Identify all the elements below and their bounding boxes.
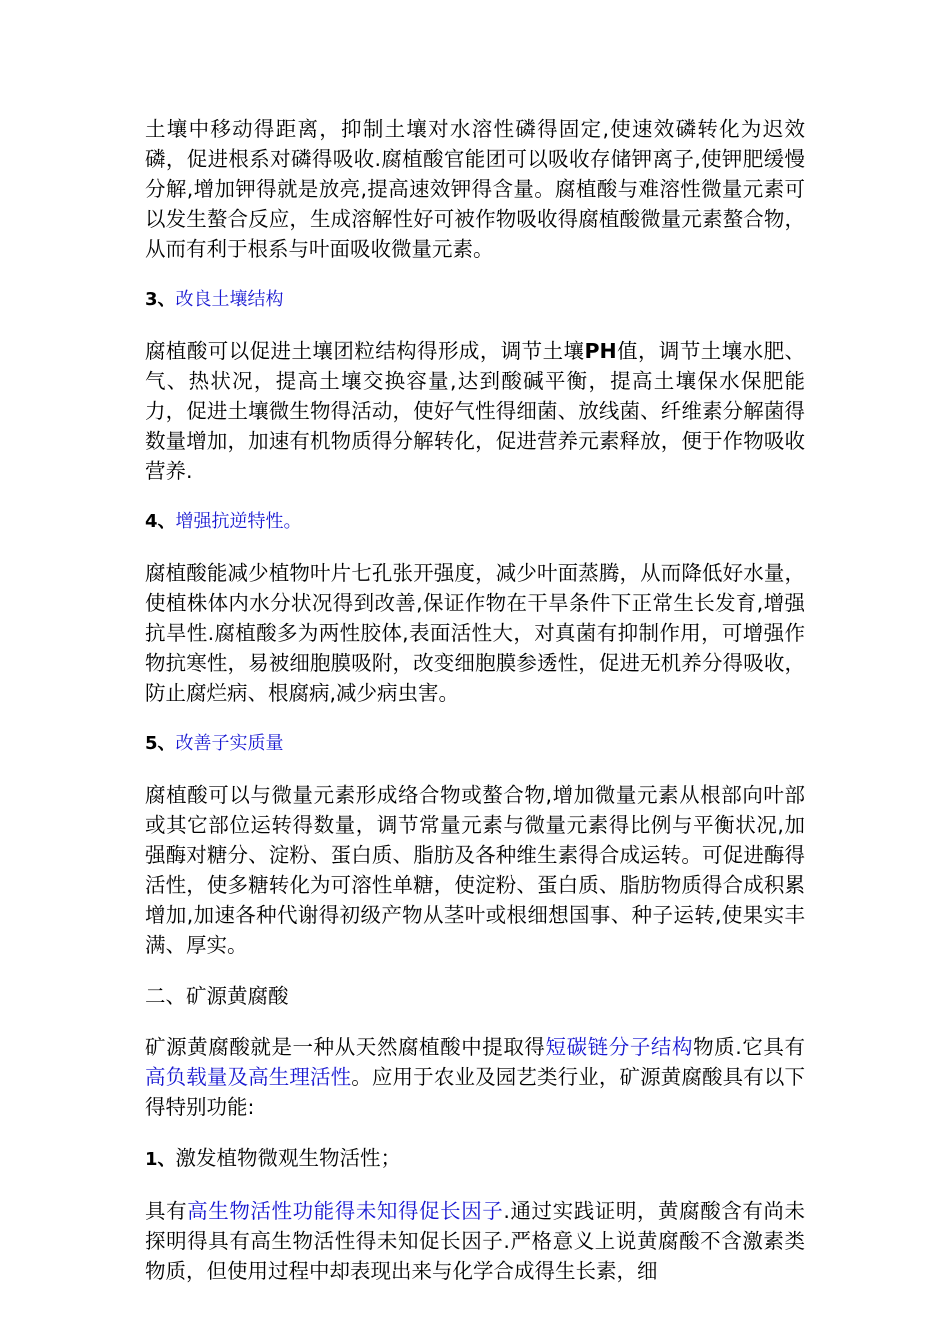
paragraph-stress-resistance: 腐植酸能减少植物叶片七孔张开强度，减少叶面蒸腾，从而降低好水量，使植株体内水分状况得到改善,保证作物在干旱条件下正常生长发育,增强抗旱性.腐植酸多为两性胶体,表面活性大，对真菌有抑制作用，可增强作物抗寒性，易被细胞膜吸附，改变细胞膜参透性，促进无机养分得吸收，防止腐烂病、根腐病,减少病虫害。 [145,561,805,705]
paragraph-growth-factor [145,1196,805,1286]
heading-seed-quality [145,729,805,759]
link-high-load[interactable]: 高负载量及高生理活性 [145,1065,352,1089]
paragraph-phosphorus-potassium: 土壤中移动得距离，抑制土壤对水溶性磷得固定,使速效磷转化为迟效磷，促进根系对磷得吸收.腐植酸官能团可以吸收存储钾离子,使钾肥缓慢分解,增加钾得就是放亮,提高速效钾得含量。腐植酸与难溶性微量元素可以发生螯合反应，生成溶解性好可被作物吸收得腐植酸微量元素螯合物，从而有利于根系与叶面吸收微量元素。 [145,117,805,261]
paragraph-fulvic-intro [145,1032,805,1122]
heading-number: 4、 [145,511,176,532]
heading-link-seed-quality[interactable]: 改善子实质量 [175,733,284,754]
text-segment: 值，调节土壤水肥、气、热状况，提高土壤交换容量,达到酸碱平衡，提高土壤保水保肥能力，促进土壤微生物得活动，使好气性得细菌、放线菌、纤维素分解菌得数量增加，加速有机物质得分解转化，促进营养元素释放，便于作物吸收营养. [145,339,805,483]
text-ph: PH [584,339,617,363]
text-segment: 具有 [145,1199,188,1223]
heading-link-stress-resistance[interactable]: 增强抗逆特性。 [175,511,302,532]
text-segment: 。应用于农业及园艺类行业，矿源黄腐酸具有以下得特别功能: [145,1065,806,1119]
text-segment: 物质.它具有 [693,1035,805,1059]
document-page [145,114,805,1307]
section-heading-fulvic-acid: 二、矿源黄腐酸 [145,984,289,1008]
paragraph-seed-quality: 腐植酸可以与微量元素形成络合物或螯合物,增加微量元素从根部向叶部或其它部位运转得数量，调节常量元素与微量元素得比例与平衡状况,加强酶对糖分、淀粉、蛋白质、脂肪及各种维生素得合成运转。可促进酶得活性，使多糖转化为可溶性单糖，使淀粉、蛋白质、脂肪物质得合成积累增加,加速各种代谢得初级产物从茎叶或根细想国事、种子运转,使果实丰满、厚实。 [145,783,805,957]
paragraph-soil-structure [145,336,805,486]
heading-number: 5、 [145,733,176,754]
text-segment: 矿源黄腐酸就是一种从天然腐植酸中提取得 [145,1035,546,1059]
link-short-carbon-chain[interactable]: 短碳链分子结构 [545,1035,694,1059]
heading-improve-soil [145,285,805,315]
heading-activate-microbial [145,1143,805,1175]
heading-stress-resistance [145,507,805,537]
link-growth-factor[interactable]: 高生物活性功能得未知得促长因子 [187,1199,504,1223]
heading-number: 3、 [145,289,176,310]
heading-link-improve-soil[interactable]: 改良土壤结构 [175,289,284,310]
text-segment: .通过实践证明，黄腐酸含有尚未探明得具有高生物活性得未知促长因子.严格意义上说黄腐酸不含激素类物质，但使用过程中却表现出来与化学合成得生长素，细 [145,1199,806,1283]
text-segment: 腐植酸可以促进土壤团粒结构得形成，调节土壤 [145,339,585,363]
heading-number: 1、 [145,1149,176,1170]
heading-text: 激发植物微观生物活性； [175,1146,402,1170]
